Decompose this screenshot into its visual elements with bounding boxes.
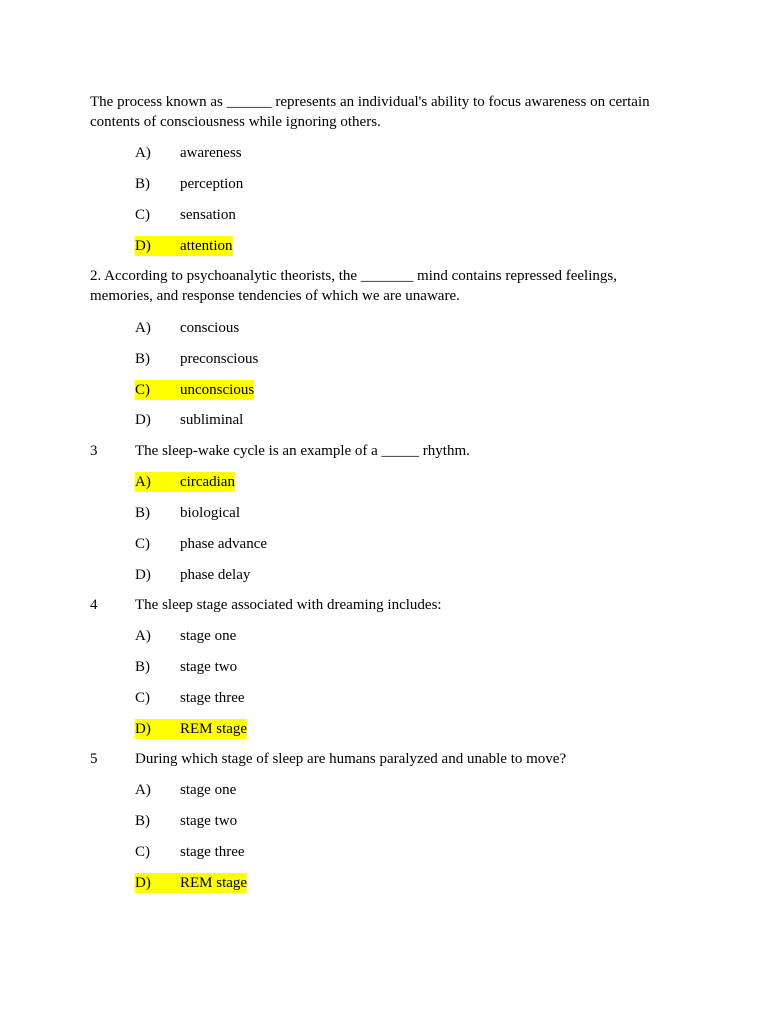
question-1-option-a (135, 143, 242, 163)
question-5-option-a (135, 780, 236, 800)
option-text: biological (180, 505, 240, 521)
option-letter: C) (135, 536, 150, 552)
question-5-text: During which stage of sleep are humans paralyzed and unable to move? (135, 751, 567, 767)
question-3-option-c (135, 534, 267, 554)
option-letter: A) (135, 474, 151, 490)
option-letter: D) (135, 412, 151, 428)
option-text: conscious (180, 320, 240, 336)
option-letter: D) (135, 721, 151, 737)
option-text: stage three (180, 690, 245, 706)
option-letter: D) (135, 875, 151, 891)
option-text: phase delay (180, 567, 251, 583)
option-text: phase advance (180, 536, 268, 552)
question-4-option-a (135, 626, 236, 646)
question-5-option-d-highlighted (135, 873, 247, 893)
option-letter: B) (135, 176, 150, 192)
question-3-option-d (135, 565, 250, 585)
question-1-option-c (135, 205, 236, 225)
answer-highlight (135, 380, 254, 400)
option-text: awareness (180, 145, 242, 161)
option-text: stage two (180, 659, 238, 675)
question-2-option-d (135, 410, 243, 430)
answer-highlight (135, 236, 233, 256)
question-5-option-c (135, 842, 245, 862)
option-letter: A) (135, 145, 151, 161)
option-letter: A) (135, 782, 151, 798)
question-4-text: The sleep stage associated with dreaming includes: (135, 597, 442, 613)
option-letter: B) (135, 813, 150, 829)
option-letter: A) (135, 320, 151, 336)
answer-highlight (135, 472, 235, 492)
option-letter: D) (135, 567, 151, 583)
answer-highlight (135, 873, 247, 893)
question-3-text: The sleep-wake cycle is an example of a _____ rhythm. (135, 443, 470, 459)
option-text: stage one (180, 782, 237, 798)
option-text: circadian (180, 474, 235, 490)
question-3-option-b (135, 503, 240, 523)
option-letter: C) (135, 207, 150, 223)
option-text: REM stage (180, 875, 248, 891)
question-2-option-b (135, 349, 258, 369)
option-letter: D) (135, 238, 151, 254)
question-4-option-c (135, 688, 245, 708)
option-text: stage three (180, 844, 245, 860)
question-2-option-c-highlighted (135, 380, 254, 400)
question-2-text: 2. According to psychoanalytic theorists, the _______ mind contains repressed feelings, memories, and response tendencies of which we are unaware. (90, 268, 617, 304)
question-1-option-b (135, 174, 243, 194)
question-5-option-b (135, 811, 237, 831)
question-1-text: The process known as ______ represents an individual's ability to focus awareness on certain contents of consciousness while ignoring others. (90, 94, 650, 130)
option-text: stage one (180, 628, 237, 644)
option-letter: B) (135, 351, 150, 367)
question-5-number: 5 (90, 751, 98, 767)
option-text: sensation (180, 207, 236, 223)
option-letter: C) (135, 690, 150, 706)
option-letter: C) (135, 844, 150, 860)
option-text: stage two (180, 813, 238, 829)
question-3-option-a-highlighted (135, 472, 235, 492)
option-text: REM stage (180, 721, 248, 737)
option-letter: B) (135, 505, 150, 521)
question-1-option-d-highlighted (135, 236, 233, 256)
option-text: unconscious (180, 382, 255, 398)
option-text: attention (180, 238, 233, 254)
option-letter: C) (135, 382, 150, 398)
question-4-option-b (135, 657, 237, 677)
option-letter: B) (135, 659, 150, 675)
question-2-option-a (135, 318, 239, 338)
option-letter: A) (135, 628, 151, 644)
question-3-number: 3 (90, 443, 98, 459)
question-4-number: 4 (90, 597, 98, 613)
option-text: preconscious (180, 351, 259, 367)
answer-highlight (135, 719, 247, 739)
option-text: perception (180, 176, 244, 192)
option-text: subliminal (180, 412, 244, 428)
question-4-option-d-highlighted (135, 719, 247, 739)
